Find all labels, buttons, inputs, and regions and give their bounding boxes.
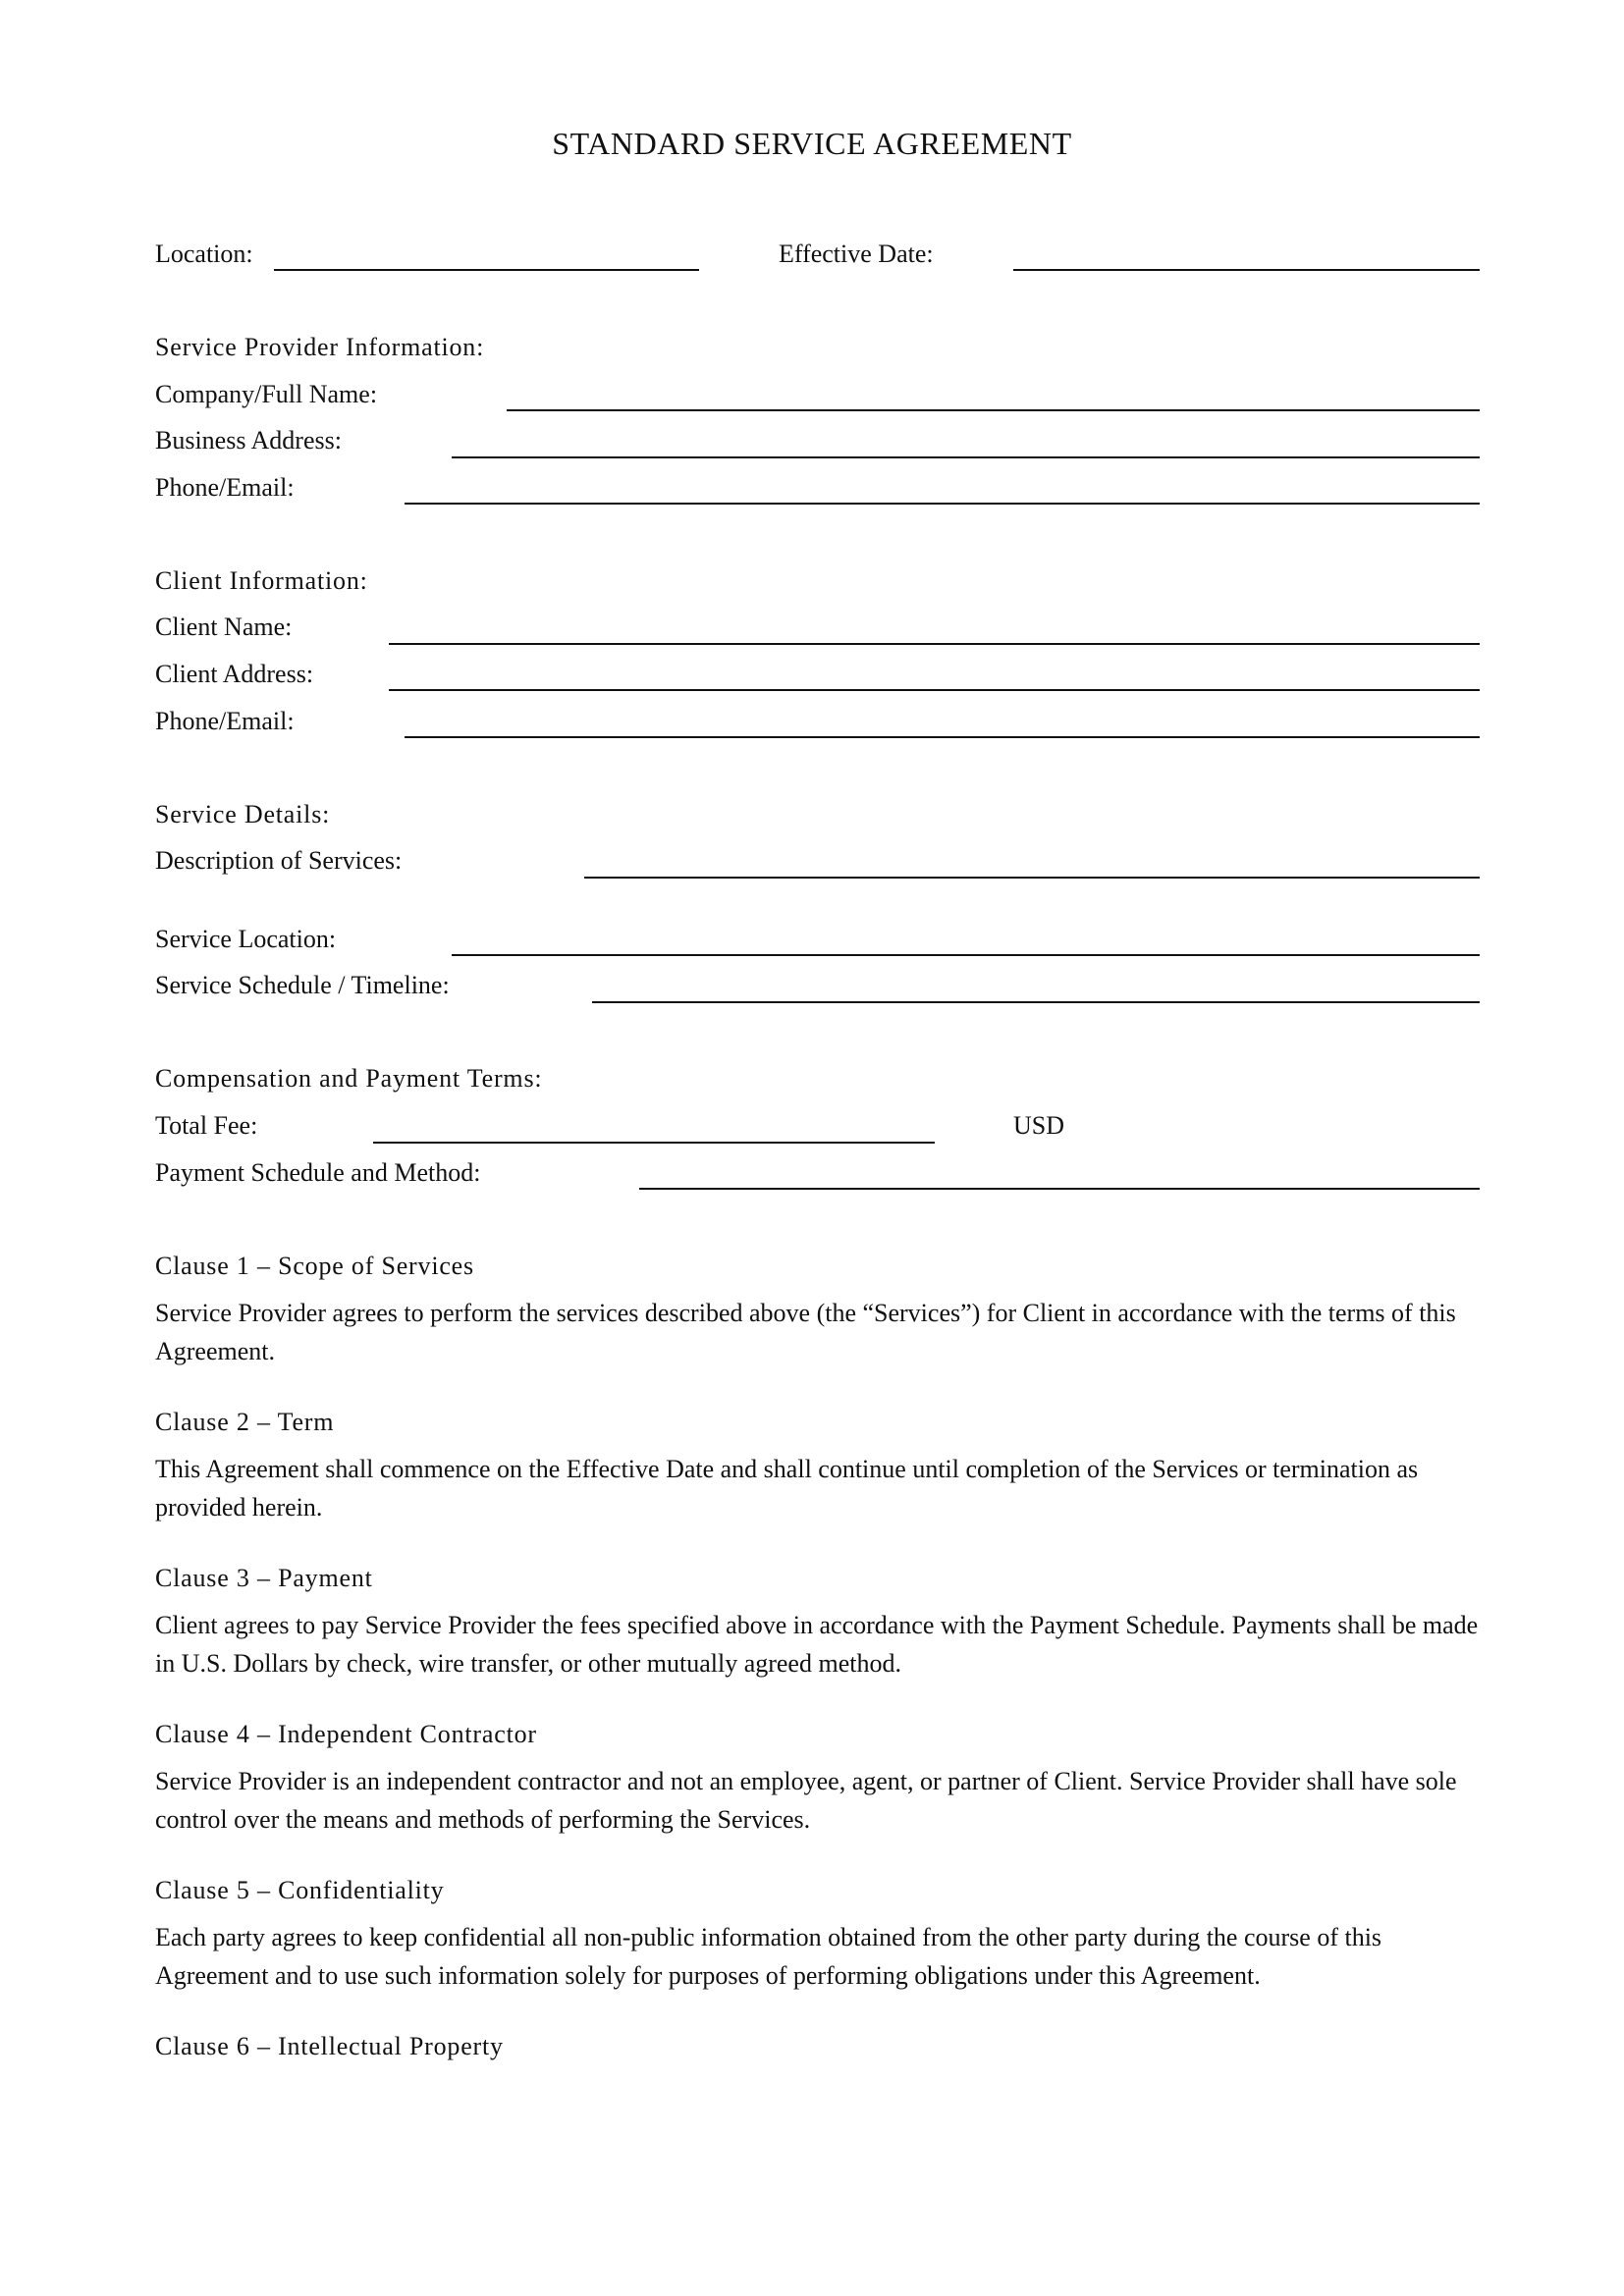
clause-heading: Clause 2 – Term <box>155 1408 335 1436</box>
service-description-label: Description of Services: <box>155 846 403 875</box>
compensation-section-heading: Compensation and Payment Terms: <box>155 1064 543 1093</box>
payment-schedule-label: Payment Schedule and Method: <box>155 1158 481 1187</box>
clause-heading: Clause 5 – Confidentiality <box>155 1876 445 1904</box>
provider-address-label: Business Address: <box>155 426 342 454</box>
effective-date-label: Effective Date: <box>779 240 934 268</box>
clause-heading: Clause 6 – Intellectual Property <box>155 2032 504 2060</box>
clause-body: This Agreement shall commence on the Effective Date and shall continue until completion of the Services or termination as provided herein. <box>155 1455 1419 1522</box>
clause-body: Client agrees to pay Service Provider the fees specified above in accordance with the Payment Schedule. Payments shall be made in U.S. Dollars by check, wire transfer, or other mutually agreed method. <box>155 1611 1479 1678</box>
client-contact-field[interactable] <box>405 736 1480 738</box>
payment-schedule-field[interactable] <box>639 1188 1480 1190</box>
provider-name-label: Company/Full Name: <box>155 380 378 408</box>
currency-label: USD <box>1013 1111 1065 1140</box>
service-schedule-field[interactable] <box>592 1001 1480 1003</box>
provider-contact-field[interactable] <box>405 503 1480 505</box>
clause-body: Service Provider agrees to perform the services described above (the “Services”) for Client in accordance with the terms of this Agreement. <box>155 1299 1456 1365</box>
service-section-heading: Service Details: <box>155 800 331 828</box>
total-fee-label: Total Fee: <box>155 1111 258 1140</box>
provider-section-heading: Service Provider Information: <box>155 333 485 361</box>
client-address-field[interactable] <box>389 689 1480 691</box>
provider-address-field[interactable] <box>452 456 1480 458</box>
service-description-field[interactable] <box>584 877 1480 879</box>
client-contact-label: Phone/Email: <box>155 707 295 735</box>
service-location-label: Service Location: <box>155 925 337 953</box>
client-address-label: Client Address: <box>155 660 314 688</box>
total-fee-field[interactable] <box>373 1142 935 1144</box>
location-label: Location: <box>155 240 253 268</box>
service-location-field[interactable] <box>452 954 1480 956</box>
clause-body: Service Provider is an independent contractor and not an employee, agent, or partner of Client. Service Provider shall have sole control over the means and methods of performing the Services. <box>155 1767 1457 1834</box>
service-schedule-label: Service Schedule / Timeline: <box>155 971 450 999</box>
clause-heading: Clause 3 – Payment <box>155 1564 373 1592</box>
provider-contact-label: Phone/Email: <box>155 473 295 502</box>
client-section-heading: Client Information: <box>155 566 368 595</box>
effective-date-field[interactable] <box>1013 269 1480 271</box>
location-field[interactable] <box>274 269 699 271</box>
client-name-label: Client Name: <box>155 613 293 641</box>
clause-heading: Clause 1 – Scope of Services <box>155 1252 474 1280</box>
document-title: STANDARD SERVICE AGREEMENT <box>552 126 1072 161</box>
provider-name-field[interactable] <box>507 409 1480 411</box>
client-name-field[interactable] <box>389 643 1480 645</box>
clause-heading: Clause 4 – Independent Contractor <box>155 1720 537 1748</box>
clause-body: Each party agrees to keep confidential all non-public information obtained from the other party during the course of this Agreement and to use such information solely for purposes of performing obligations under this Agreement. <box>155 1923 1382 1990</box>
